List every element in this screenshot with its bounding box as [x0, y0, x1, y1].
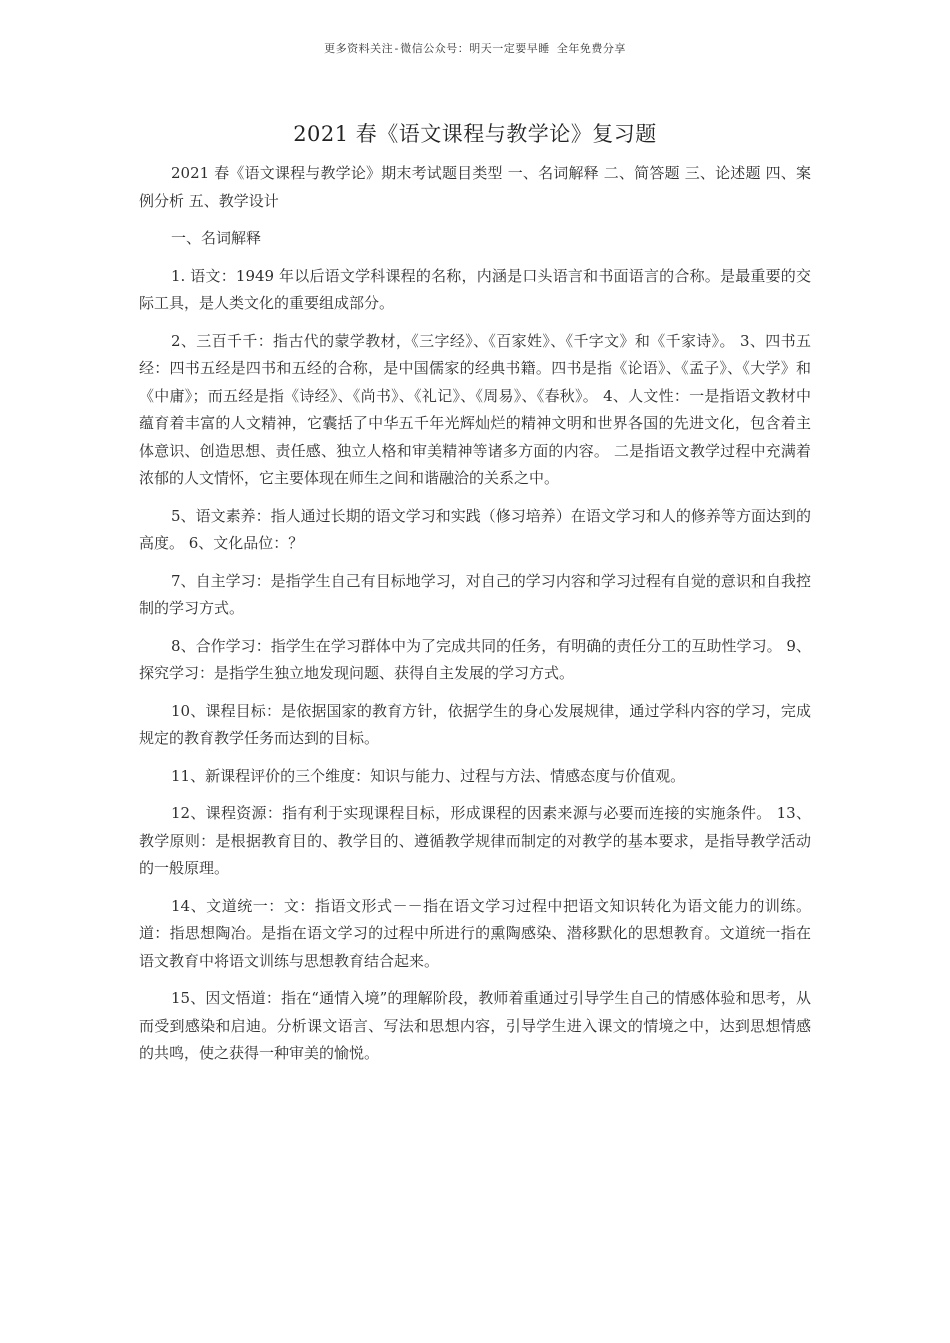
scan-smudge [620, 572, 790, 592]
paragraph: 12、课程资源：指有利于实现课程目标，形成课程的因素来源与必要而连接的实施条件。 13、教学原则：是根据教育目的、教学目的、遵循教学规律而制定的对教学的基本要求，是指导教学活动的一般原理。 [139, 804, 811, 877]
paragraph: 10、课程目标：是依据国家的教育方针，依据学生的身心发展规律，通过学科内容的学习，完成规定的教育教学任务而达到的目标。 [139, 701, 811, 747]
header-note: 更多资料关注-微信公众号：明天一定要早睡 全年免费分享 [324, 42, 626, 55]
paragraph: 11、新课程评价的三个维度：知识与能力、过程与方法、情感态度与价值观。 [171, 766, 686, 785]
paragraph: 7、自主学习：是指学生自己有目标地学习，对自己的学习内容和学习过程有自觉的意识和自我控制的学习方式。 [139, 571, 811, 617]
page-title: 2021 春《语文课程与教学论》复习题 [293, 122, 657, 146]
paragraph: 15、因文悟道：指在“通情入境”的理解阶段，教师着重通过引导学生自己的情感体验和思考，从而受到感染和启迪。分析课文语言、写法和思想内容，引导学生进入课文的情境之中，达到思想情感的共鸣，使之获得一种审美的愉悦。 [139, 989, 811, 1062]
document-body [139, 160, 811, 1078]
paragraph: 1. 语文：1949 年以后语文学科课程的名称，内涵是口头语言和书面语言的合称。是最重要的交际工具，是人类文化的重要组成部分。 [139, 266, 811, 312]
intro-paragraph: 2021 春《语文课程与教学论》期末考试题目类型 一、名词解释 二、简答题 三、论述题 四、案例分析 五、教学设计 [139, 164, 811, 210]
paragraph: 2、三百千千：指古代的蒙学教材，《三字经》、《百家姓》、《千字文》和《千家诗》。 3、四书五经：四书五经是四书和五经的合称，是中国儒家的经典书籍。四书是指《论语》、《孟子》、《大学》和《中庸》；而五经是指《诗经》、《尚书》、《礼记》、《周易》、《春秋》。 4、人文性：一是指语文教材中蕴育着丰富的人文精神，它囊括了中华五千年光辉灿烂的精神文明和世界各国的先进文化，包含着主体意识、创造思想、责任感、独立人格和审美精神等诸多方面的内容。 二是指语文教学过程中充满着浓郁的人文情怀，它主要体现在师生之间和谐融洽的关系之中。 [139, 331, 811, 487]
paragraph: 14、文道统一：文：指语文形式－－指在语文学习过程中把语文知识转化为语文能力的训练。道：指思想陶冶。是指在语文学习的过程中所进行的熏陶感染、潜移默化的思想教育。文道统一指在语文教育中将语文训练与思想教育结合起来。 [139, 896, 811, 970]
section-heading: 一、名词解释 [171, 229, 262, 247]
paragraph: 8、合作学习：指学生在学习群体中为了完成共同的任务，有明确的责任分工的互助性学习。 9、探究学习：是指学生独立地发现问题、获得自主发展的学习方式。 [139, 636, 811, 682]
paragraph: 5、语文素养：指人通过长期的语文学习和实践（修习培养）在语文学习和人的修养等方面达到的高度。 6、文化品位：？ [139, 506, 811, 552]
